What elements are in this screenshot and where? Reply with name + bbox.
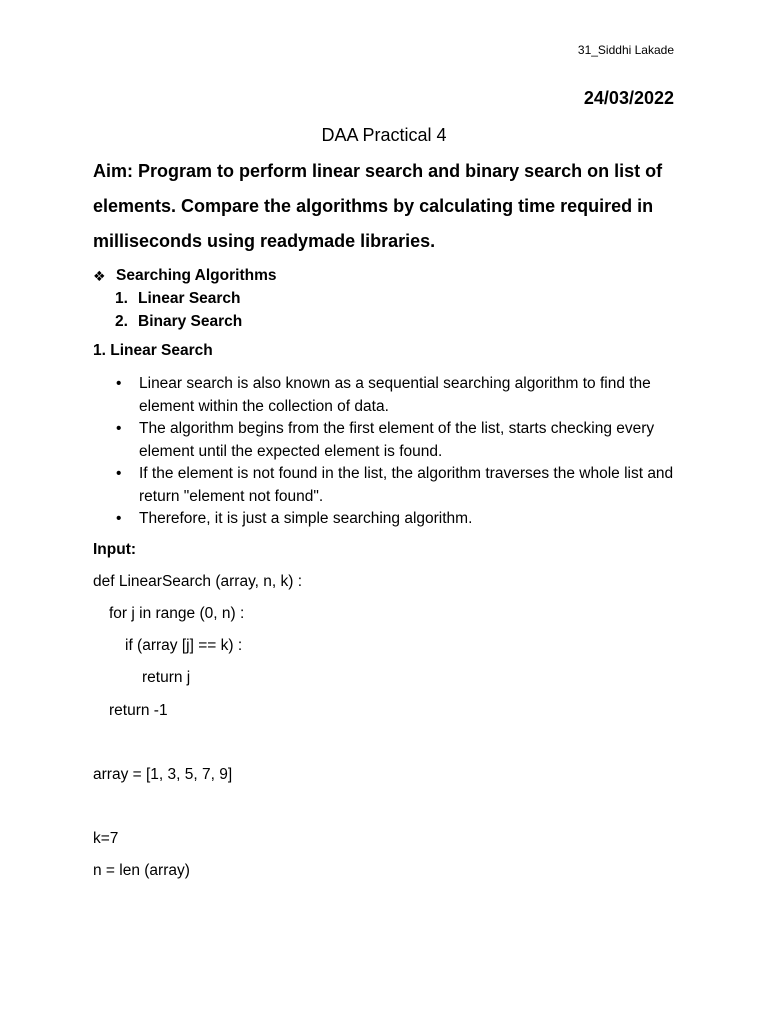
bullet-text: The algorithm begins from the first element of the list, starts checking every element until the expected element is found. <box>139 420 655 460</box>
list-item-number: 1. <box>115 290 128 307</box>
bullet-point <box>93 508 683 531</box>
bullet-point <box>93 418 683 463</box>
list-item-label: Linear Search <box>138 290 241 307</box>
code-line: n = len (array) <box>93 862 190 879</box>
bullet-dot-icon: • <box>116 465 122 482</box>
bullet-dot-icon: • <box>116 375 122 392</box>
bullet-text: Therefore, it is just a simple searching algorithm. <box>139 510 473 527</box>
searching-algorithms-label: Searching Algorithms <box>116 267 277 284</box>
code-line: if (array [j] == k) : <box>125 637 243 654</box>
list-item-label: Binary Search <box>138 313 243 330</box>
list-item <box>93 287 276 310</box>
algorithm-list <box>93 287 276 333</box>
document-title: DAA Practical 4 <box>321 125 447 145</box>
linear-search-points <box>93 373 683 531</box>
diamond-bullet-icon: ❖ <box>93 267 106 284</box>
code-line: def LinearSearch (array, n, k) : <box>93 573 303 590</box>
code-line: return j <box>142 669 191 686</box>
author-name: 31_Siddhi Lakade <box>577 43 674 57</box>
bullet-text: Linear search is also known as a sequential searching algorithm to find the element within the collection of data. <box>139 375 651 415</box>
bullet-dot-icon: • <box>116 420 122 437</box>
list-item <box>93 310 276 333</box>
input-label: Input: <box>93 541 137 558</box>
searching-algorithms-heading <box>93 265 276 287</box>
code-line: k=7 <box>93 830 119 847</box>
bullet-point <box>93 373 683 418</box>
document-date: 24/03/2022 <box>583 88 674 108</box>
linear-search-heading: 1. Linear Search <box>93 342 213 359</box>
bullet-point <box>93 463 683 508</box>
code-line: array = [1, 3, 5, 7, 9] <box>93 766 233 783</box>
list-item-number: 2. <box>115 313 128 330</box>
searching-algorithms-section <box>93 265 276 333</box>
aim-statement: Aim: Program to perform linear search and binary search on list of elements. Compare the algorithms by calculating time required in milliseconds using readymade libraries. <box>93 161 663 251</box>
bullet-text: If the element is not found in the list, the algorithm traverses the whole list and return "element not found". <box>139 465 674 505</box>
code-line: return -1 <box>109 702 168 719</box>
code-line: for j in range (0, n) : <box>109 605 245 622</box>
bullet-dot-icon: • <box>116 510 122 527</box>
